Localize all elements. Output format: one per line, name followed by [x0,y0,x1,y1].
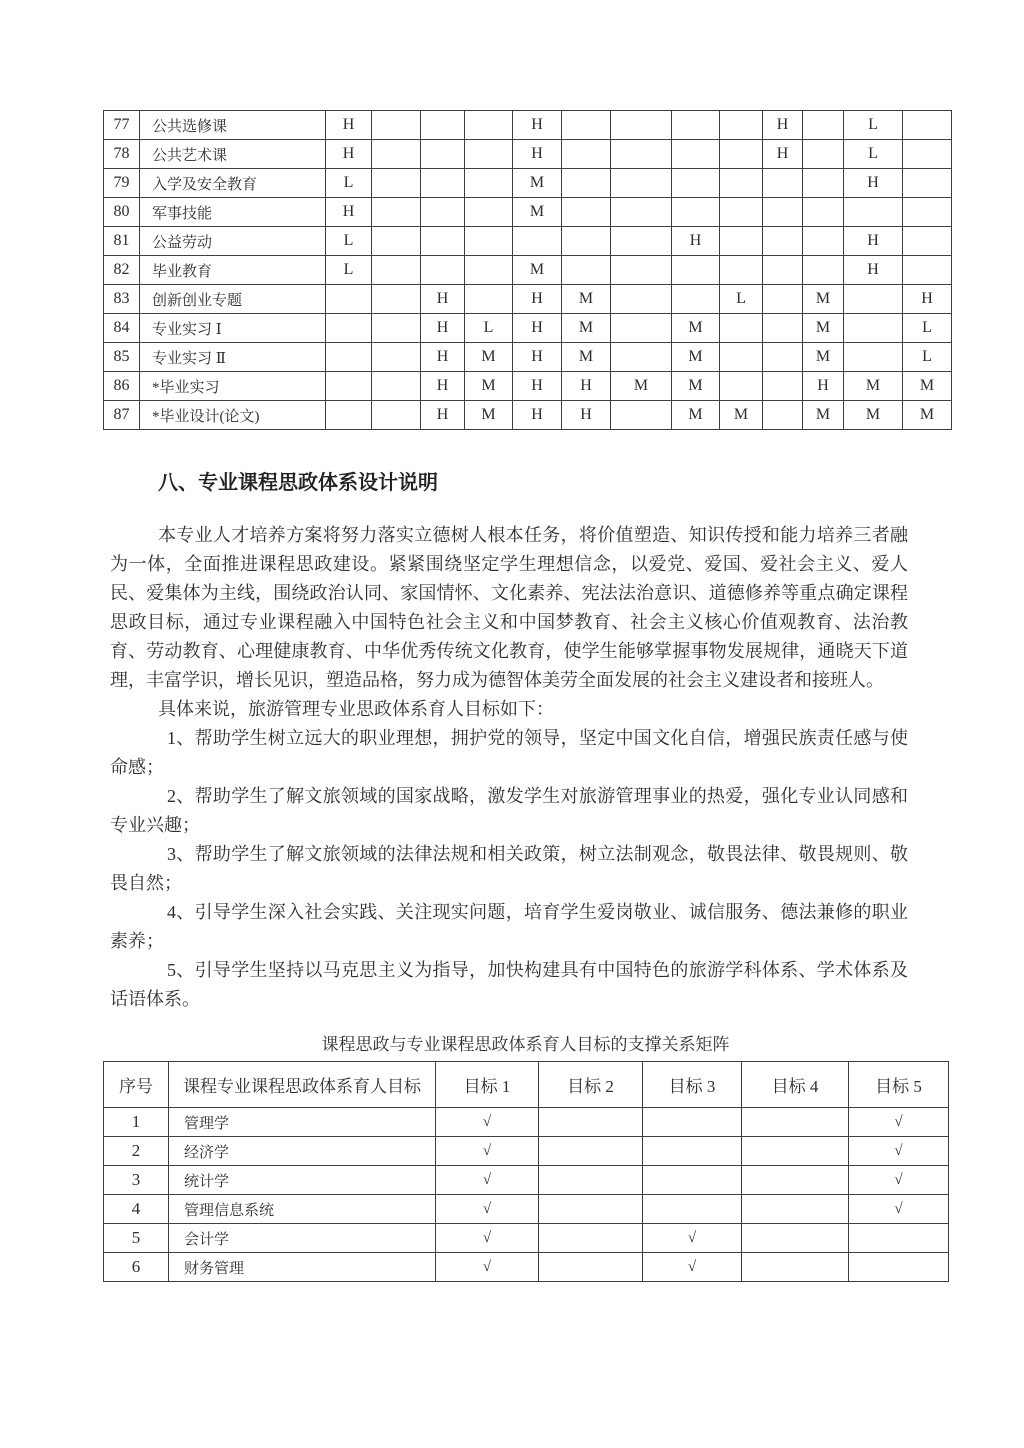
support-header-row [104,1062,949,1108]
check-cell [539,1195,643,1224]
course-name-cell: *毕业实习 [140,372,326,401]
mark-cell [672,169,720,198]
mark-cell [903,140,952,169]
mark-cell [763,256,803,285]
mark-cell [611,169,672,198]
goal-item-3: 3、帮助学生了解文旅领域的法律法规和相关政策，树立法制观念，敬畏法律、敬畏规则、敬畏自然； [110,844,908,893]
mark-cell [903,169,952,198]
matrix-row [104,285,952,314]
mark-cell: H [513,285,562,314]
course-name-cell: 毕业教育 [140,256,326,285]
header-cell: 目标 3 [643,1062,742,1108]
course-matrix-body [104,111,952,430]
check-cell [742,1166,849,1195]
mark-cell [326,372,372,401]
mark-cell [372,169,421,198]
check-cell [643,1137,742,1166]
mark-cell [763,285,803,314]
mark-cell: H [421,314,465,343]
mark-cell [326,343,372,372]
support-matrix-title: 课程思政与专业课程思政体系育人目标的支撑关系矩阵 [321,1035,730,1054]
mark-cell [326,401,372,430]
check-cell: √ [849,1108,949,1137]
mark-cell [326,285,372,314]
mark-cell [611,140,672,169]
mark-cell [720,198,763,227]
matrix-row [104,227,952,256]
check-cell [742,1137,849,1166]
mark-cell: H [562,401,611,430]
check-cell: √ [436,1108,539,1137]
support-matrix-table [103,1061,949,1282]
mark-cell [562,140,611,169]
course-name-cell: 入学及安全教育 [140,169,326,198]
mark-cell [803,198,844,227]
course-name-cell: *毕业设计(论文) [140,401,326,430]
mark-cell [803,227,844,256]
row-number-cell: 2 [104,1137,169,1166]
mark-cell: M [844,372,903,401]
row-number-cell: 1 [104,1108,169,1137]
check-cell [643,1108,742,1137]
mark-cell [903,256,952,285]
check-cell [849,1253,949,1282]
mark-cell [372,256,421,285]
course-name-cell: 财务管理 [169,1253,436,1282]
mark-cell: M [465,401,513,430]
mark-cell [720,140,763,169]
mark-cell: H [903,285,952,314]
row-number-cell: 5 [104,1224,169,1253]
mark-cell [465,256,513,285]
check-cell [849,1224,949,1253]
mark-cell [421,140,465,169]
mark-cell [763,314,803,343]
row-number-cell: 87 [104,401,140,430]
mark-cell: H [803,372,844,401]
mark-cell [611,227,672,256]
mark-cell [763,169,803,198]
row-number-cell: 4 [104,1195,169,1224]
course-name-cell: 公益劳动 [140,227,326,256]
mark-cell [720,372,763,401]
check-cell: √ [849,1137,949,1166]
mark-cell [611,111,672,140]
mark-cell [803,256,844,285]
mark-cell [372,198,421,227]
mark-cell [372,314,421,343]
goal-item-1: 1、帮助学生树立远大的职业理想，拥护党的领导，坚定中国文化自信，增强民族责任感与使命感； [110,728,908,777]
mark-cell [903,227,952,256]
mark-cell: H [326,140,372,169]
mark-cell: H [421,285,465,314]
mark-cell [763,401,803,430]
matrix-row [104,372,952,401]
mark-cell: H [763,111,803,140]
row-number-cell: 3 [104,1166,169,1195]
mark-cell [562,169,611,198]
mark-cell: M [672,401,720,430]
mark-cell [465,227,513,256]
intro-paragraph: 本专业人才培养方案将努力落实立德树人根本任务，将价值塑造、知识传授和能力培养三者融为一体，全面推进课程思政建设。紧紧围绕坚定学生理想信念，以爱党、爱国、爱社会主义、爱人民、爱集体为主线，围绕政治认同、家国情怀、文化素养、宪法法治意识、道德修养等重点确定课程思政目标，通过专业课程融入中国特色社会主义和中国梦教育、社会主义核心价值观教育、法治教育、劳动教育、心理健康教育、中华优秀传统文化教育，使学生能够掌握事物发展规律，通晓天下道理，丰富学识，增长见识，塑造品格，努力成为德智体美劳全面发展的社会主义建设者和接班人。 [110,525,908,690]
row-number-cell: 81 [104,227,140,256]
mark-cell [372,285,421,314]
mark-cell: M [803,343,844,372]
mark-cell: L [326,169,372,198]
lead-paragraph: 具体来说，旅游管理专业思政体系育人目标如下： [158,699,554,719]
support-row [104,1195,949,1224]
mark-cell: M [465,343,513,372]
mark-cell [672,140,720,169]
mark-cell [372,111,421,140]
check-cell: √ [436,1137,539,1166]
mark-cell: M [562,314,611,343]
mark-cell [763,198,803,227]
mark-cell: H [421,343,465,372]
mark-cell [611,198,672,227]
mark-cell [562,256,611,285]
matrix-row [104,111,952,140]
mark-cell: L [844,111,903,140]
mark-cell [611,401,672,430]
course-name-cell: 公共艺术课 [140,140,326,169]
mark-cell [372,401,421,430]
course-name-cell: 会计学 [169,1224,436,1253]
mark-cell [672,256,720,285]
mark-cell [562,198,611,227]
mark-cell [421,256,465,285]
mark-cell [513,227,562,256]
mark-cell: H [672,227,720,256]
mark-cell: M [465,372,513,401]
matrix-row [104,169,952,198]
mark-cell: H [844,169,903,198]
mark-cell [465,198,513,227]
mark-cell [465,111,513,140]
header-cell: 课程专业课程思政体系育人目标 [169,1062,436,1108]
mark-cell [562,227,611,256]
row-number-cell: 83 [104,285,140,314]
mark-cell: L [903,343,952,372]
mark-cell: M [844,401,903,430]
mark-cell: H [844,227,903,256]
mark-cell [672,111,720,140]
mark-cell: M [720,401,763,430]
section-8-text [110,470,908,1014]
mark-cell: M [562,285,611,314]
mark-cell [720,227,763,256]
check-cell [539,1253,643,1282]
mark-cell: M [513,169,562,198]
mark-cell [903,198,952,227]
mark-cell [465,140,513,169]
mark-cell [611,256,672,285]
mark-cell [763,227,803,256]
mark-cell [903,111,952,140]
check-cell [539,1224,643,1253]
row-number-cell: 86 [104,372,140,401]
mark-cell: L [844,140,903,169]
mark-cell [844,314,903,343]
matrix-row [104,314,952,343]
mark-cell [421,198,465,227]
mark-cell [562,111,611,140]
mark-cell [720,314,763,343]
mark-cell [763,372,803,401]
mark-cell [672,285,720,314]
mark-cell [844,343,903,372]
mark-cell [803,111,844,140]
mark-cell: H [513,111,562,140]
check-cell: √ [643,1224,742,1253]
mark-cell [803,169,844,198]
header-cell: 序号 [104,1062,169,1108]
check-cell: √ [849,1195,949,1224]
check-cell: √ [643,1253,742,1282]
row-number-cell: 78 [104,140,140,169]
header-cell: 目标 2 [539,1062,643,1108]
mark-cell [803,140,844,169]
mark-cell [720,256,763,285]
header-cell: 目标 4 [742,1062,849,1108]
course-name-cell: 公共选修课 [140,111,326,140]
mark-cell [372,343,421,372]
check-cell [742,1253,849,1282]
mark-cell: L [903,314,952,343]
support-row [104,1166,949,1195]
mark-cell [465,285,513,314]
mark-cell [720,111,763,140]
mark-cell: H [326,198,372,227]
check-cell [643,1166,742,1195]
header-cell: 目标 1 [436,1062,539,1108]
mark-cell: M [903,372,952,401]
mark-cell: H [763,140,803,169]
mark-cell [421,111,465,140]
row-number-cell: 82 [104,256,140,285]
mark-cell [611,314,672,343]
course-name-cell: 管理信息系统 [169,1195,436,1224]
mark-cell [611,343,672,372]
section-heading: 八、专业课程思政体系设计说明 [158,472,438,494]
course-name-cell: 专业实习 Ⅱ [140,343,326,372]
matrix-row [104,401,952,430]
mark-cell [844,198,903,227]
goal-item-4: 4、引导学生深入社会实践、关注现实问题，培育学生爱岗敬业、诚信服务、德法兼修的职业素养； [110,902,908,951]
mark-cell: H [421,372,465,401]
check-cell [539,1166,643,1195]
check-cell [742,1224,849,1253]
mark-cell: H [513,372,562,401]
row-number-cell: 85 [104,343,140,372]
mark-cell [720,169,763,198]
mark-cell: H [513,401,562,430]
mark-cell: L [720,285,763,314]
mark-cell [763,343,803,372]
check-cell [742,1108,849,1137]
row-number-cell: 6 [104,1253,169,1282]
mark-cell: M [513,256,562,285]
matrix-row [104,198,952,227]
check-cell [742,1195,849,1224]
mark-cell [372,372,421,401]
matrix-row [104,140,952,169]
mark-cell [844,285,903,314]
course-name-cell: 经济学 [169,1137,436,1166]
course-name-cell: 军事技能 [140,198,326,227]
mark-cell [326,314,372,343]
mark-cell: M [803,285,844,314]
row-number-cell: 79 [104,169,140,198]
mark-cell: H [421,401,465,430]
support-row [104,1137,949,1166]
check-cell: √ [436,1253,539,1282]
mark-cell [421,169,465,198]
check-cell: √ [849,1166,949,1195]
support-row [104,1108,949,1137]
row-number-cell: 77 [104,111,140,140]
mark-cell: M [672,372,720,401]
mark-cell: M [562,343,611,372]
support-row [104,1253,949,1282]
support-row [104,1224,949,1253]
check-cell [643,1195,742,1224]
mark-cell [421,227,465,256]
mark-cell: H [513,343,562,372]
mark-cell: L [326,227,372,256]
check-cell: √ [436,1195,539,1224]
mark-cell: M [803,314,844,343]
mark-cell: H [844,256,903,285]
mark-cell: L [465,314,513,343]
row-number-cell: 84 [104,314,140,343]
mark-cell: H [513,140,562,169]
course-name-cell: 创新创业专题 [140,285,326,314]
mark-cell [465,169,513,198]
mark-cell: M [903,401,952,430]
mark-cell: M [803,401,844,430]
matrix-row [104,343,952,372]
mark-cell: H [326,111,372,140]
course-name-cell: 管理学 [169,1108,436,1137]
mark-cell: H [562,372,611,401]
mark-cell: M [672,343,720,372]
header-cell: 目标 5 [849,1062,949,1108]
mark-cell [372,227,421,256]
row-number-cell: 80 [104,198,140,227]
course-support-matrix-table [103,110,952,430]
support-matrix-body [104,1108,949,1282]
mark-cell [672,198,720,227]
goal-item-5: 5、引导学生坚持以马克思主义为指导，加快构建具有中国特色的旅游学科体系、学术体系及话语体系。 [110,960,908,1009]
mark-cell: M [611,372,672,401]
mark-cell: L [326,256,372,285]
course-name-cell: 专业实习 Ⅰ [140,314,326,343]
check-cell [539,1108,643,1137]
mark-cell: H [513,314,562,343]
mark-cell [720,343,763,372]
document-page [103,0,948,1282]
mark-cell [372,140,421,169]
goal-item-2: 2、帮助学生了解文旅领域的国家战略，激发学生对旅游管理事业的热爱，强化专业认同感和专业兴趣； [110,786,908,835]
check-cell: √ [436,1166,539,1195]
matrix-row [104,256,952,285]
mark-cell [611,285,672,314]
check-cell: √ [436,1224,539,1253]
mark-cell: M [513,198,562,227]
course-name-cell: 统计学 [169,1166,436,1195]
check-cell [539,1137,643,1166]
mark-cell: M [672,314,720,343]
